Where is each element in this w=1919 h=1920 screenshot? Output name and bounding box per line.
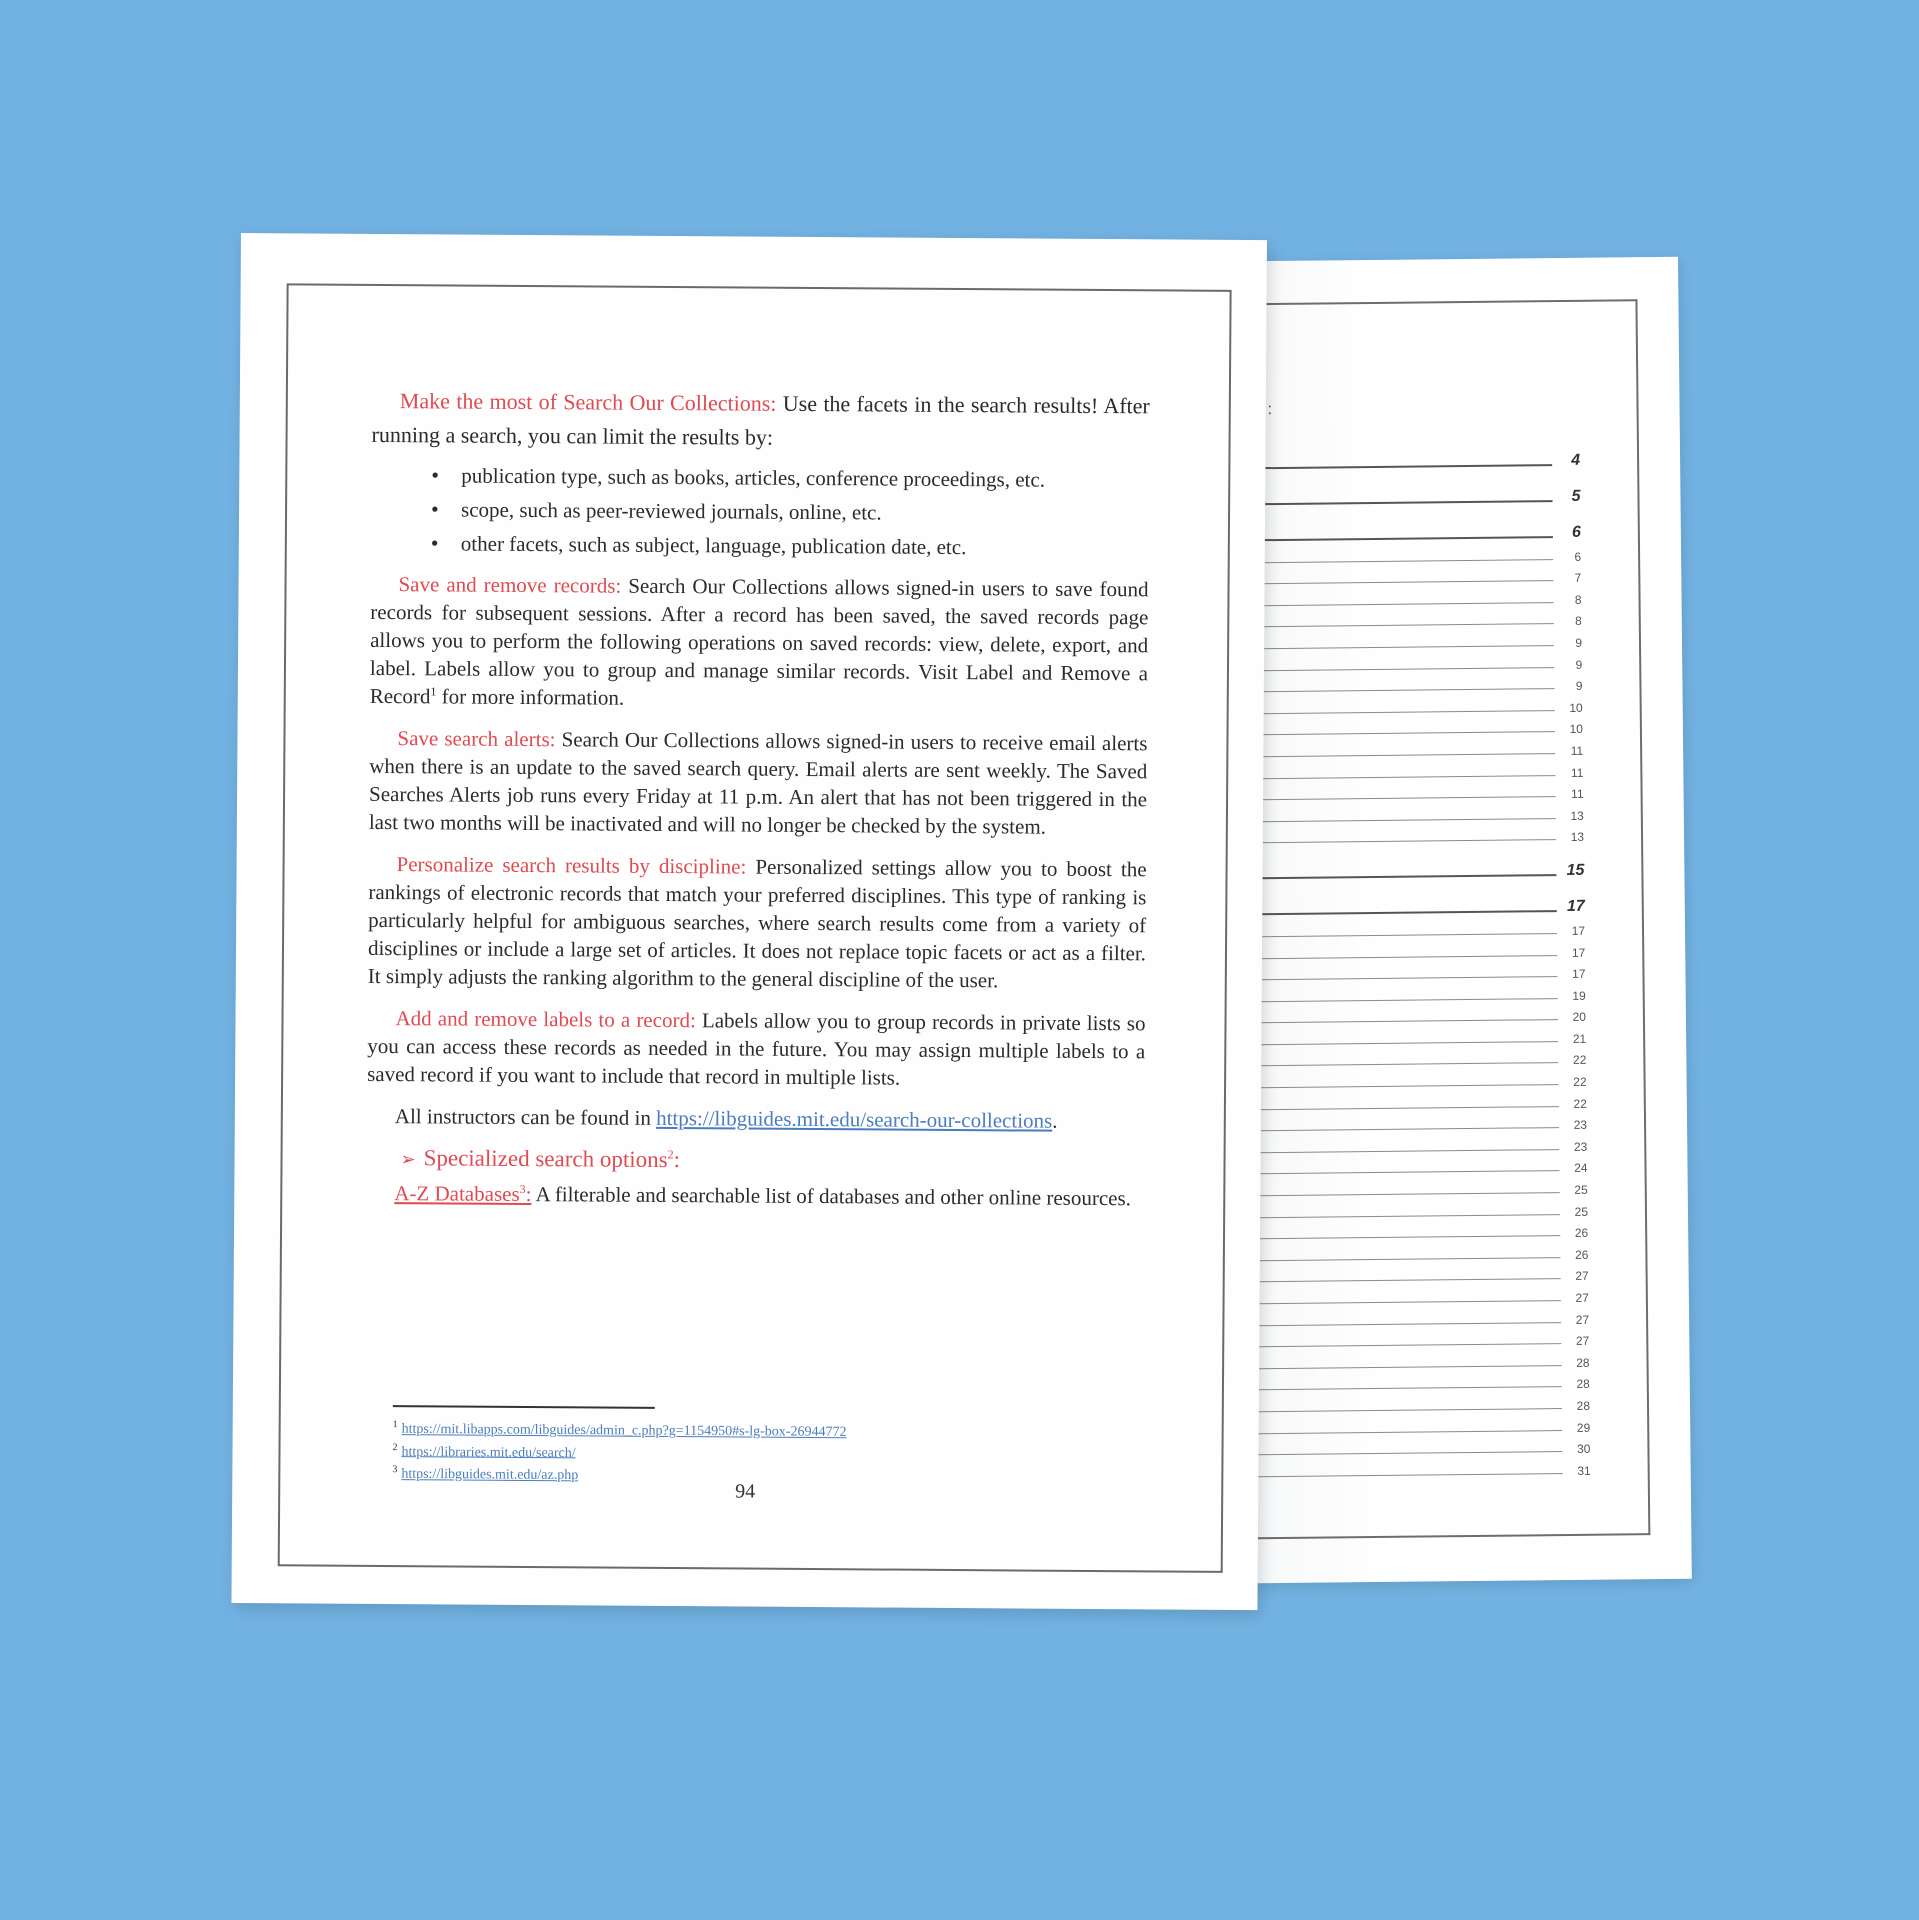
intro-text: Use the facets in the search results! After running a search, you can limit the results by:: [371, 390, 1150, 450]
toc-page-number: 25: [1574, 1182, 1588, 1197]
toc-page-number: 8: [1575, 614, 1582, 629]
personalize-text: Personalized settings allow you to boost the rankings of electronic records that match your preferred disciplines. This type of ranking is particularly helpful for ambiguous searches, where search results come from a variety of disciplines or include a large set of articles. It does not replace topic facets or act as a filter. It simply adjusts the ranking algorithm to the general discipline of the user.: [367, 854, 1147, 993]
toc-page-number: 9: [1575, 678, 1583, 694]
toc-page-number: 23: [1573, 1139, 1588, 1154]
footnote-link[interactable]: https://mit.libapps.com/libguides/admin_c.php?g=1154950#s-lg-box-26944772: [401, 1421, 847, 1440]
footnote-ref-3: 3: [519, 1181, 526, 1197]
instructors-text: All instructors can be found in: [394, 1104, 657, 1130]
footnote-item: [393, 1416, 847, 1442]
toc-page-number: 11: [1571, 786, 1584, 802]
specialized-heading: [400, 1144, 1144, 1178]
personalize-lead: Personalize search results by discipline:: [396, 852, 747, 879]
save-alerts-text: Search Our Collections allows signed-in users to receive email alerts when there is an update to the saved search query. Email alerts are sent weekly. The Saved Searches Alerts job runs every Friday at 11 p.m. An alert that has not been triggered in the last two months will be inactivated and will no longer be checked by the system.: [368, 727, 1148, 839]
toc-page-number: 9: [1575, 635, 1583, 650]
toc-page-number: 17: [1571, 923, 1586, 938]
toc-page-number: 17: [1572, 966, 1586, 982]
toc-page-number: 26: [1574, 1225, 1589, 1241]
toc-page-number: 27: [1575, 1333, 1590, 1349]
toc-page-number: 28: [1576, 1398, 1591, 1413]
facet-item: • other facets, such as subject, language, publication date, etc.: [461, 529, 1149, 564]
toc-page-number: 20: [1572, 1010, 1587, 1025]
az-text: A filterable and searchable list of databases and other online resources.: [531, 1182, 1132, 1211]
toc-page-number: 4: [1571, 451, 1581, 469]
toc-page-number: 31: [1577, 1463, 1591, 1478]
az-databases-link[interactable]: [394, 1181, 531, 1206]
toc-page-number: 10: [1569, 722, 1583, 737]
az-databases-link-colon: :: [525, 1182, 532, 1207]
toc-page-number: 27: [1575, 1290, 1589, 1305]
footnote-ref-2[interactable]: 2: [667, 1147, 674, 1162]
toc-fragment-colon: :: [1267, 401, 1273, 419]
page-body: [366, 384, 1150, 1226]
footnote-number: 1: [392, 1419, 398, 1431]
toc-page-number: 7: [1574, 571, 1582, 586]
save-alerts-paragraph: [369, 724, 1148, 841]
toc-page-number: 24: [1574, 1161, 1588, 1176]
toc-page-number: 22: [1573, 1096, 1587, 1111]
toc-page-number: 19: [1572, 988, 1586, 1003]
toc-page-number: 28: [1576, 1377, 1590, 1392]
labels-paragraph: [367, 1004, 1146, 1093]
intro-lead: Make the most of Search Our Collections:: [399, 388, 777, 416]
toc-page-number: 23: [1573, 1118, 1588, 1133]
toc-page-number: 25: [1574, 1204, 1589, 1219]
save-alerts-lead: Save search alerts:: [397, 726, 556, 752]
toc-page-number: 28: [1576, 1355, 1590, 1370]
save-records-lead: Save and remove records:: [398, 572, 622, 598]
toc-page-number: 30: [1577, 1441, 1591, 1457]
footnote-number: 2: [392, 1441, 398, 1453]
footnote-link[interactable]: https://libguides.mit.edu/az.php: [401, 1467, 579, 1484]
toc-page-number: 22: [1572, 1053, 1587, 1068]
footnote-ref-1[interactable]: 1: [430, 684, 437, 699]
toc-page-number: 22: [1573, 1074, 1587, 1089]
toc-page-number: 10: [1569, 700, 1583, 715]
footnotes: [392, 1416, 846, 1487]
toc-page-number: 17: [1571, 945, 1586, 960]
toc-page-number: 9: [1575, 657, 1583, 672]
toc-page-number: 5: [1571, 487, 1581, 505]
document-page: [231, 233, 1267, 1610]
toc-page-number: 17: [1566, 898, 1585, 916]
instructors-paragraph: [367, 1102, 1145, 1135]
facet-item: • scope, such as peer-reviewed journals, online, etc.: [461, 495, 1149, 530]
page-number: 94: [735, 1480, 756, 1503]
labels-lead: Add and remove labels to a record:: [395, 1006, 696, 1033]
toc-leader-line: [1258, 500, 1552, 505]
labels-text: Labels allow you to group records in private lists so you can access these records as needed in the future. You may assign multiple labels to a saved record if you want to include that record in multiple lists.: [367, 1008, 1146, 1090]
toc-page-number: 13: [1570, 808, 1584, 823]
specialized-heading-colon: :: [673, 1147, 681, 1173]
az-paragraph: [366, 1179, 1144, 1212]
save-records-text: Search Our Collections allows signed-in users to save found records for subsequent sessions. After a record has been saved, the saved records page allows you to perform the following operations on saved records: view, delete, export, and label. Labels allow you to group and manage similar records. Visit Label and Remove a Record: [369, 573, 1149, 709]
facet-list: [371, 460, 1150, 563]
toc-page-number: 27: [1575, 1312, 1590, 1327]
footnote-item: [392, 1439, 846, 1465]
toc-page-number: 11: [1570, 765, 1584, 780]
toc-page-number: 6: [1571, 523, 1581, 541]
az-databases-link-text: A-Z Databases: [394, 1181, 520, 1206]
footnote-link[interactable]: https://libraries.mit.edu/search/: [401, 1444, 576, 1461]
intro-paragraph: [371, 384, 1149, 457]
facet-item: • publication type, such as books, articles, conference proceedings, etc.: [461, 461, 1149, 496]
instructors-tail: .: [1052, 1108, 1058, 1133]
toc-page-number: 11: [1570, 743, 1584, 758]
personalize-paragraph: [368, 850, 1147, 995]
toc-page-number: 6: [1574, 549, 1582, 564]
toc-page-number: 8: [1574, 592, 1582, 607]
toc-page-number: 13: [1570, 830, 1585, 845]
toc-page-number: 26: [1574, 1247, 1589, 1262]
instructors-link[interactable]: https://libguides.mit.edu/search-our-collections: [656, 1105, 1053, 1133]
toc-page-number: 27: [1575, 1269, 1589, 1284]
save-records-tail: for more information.: [436, 684, 625, 710]
save-records-paragraph: [370, 570, 1149, 715]
specialized-heading-text: Specialized search options: [423, 1145, 668, 1173]
arrow-bullet-icon: ➢: [400, 1149, 416, 1170]
toc-page-number: 21: [1572, 1031, 1587, 1046]
toc-page-number: 29: [1576, 1420, 1591, 1435]
footnote-number: 3: [392, 1464, 398, 1476]
toc-page-number: 15: [1566, 862, 1585, 880]
